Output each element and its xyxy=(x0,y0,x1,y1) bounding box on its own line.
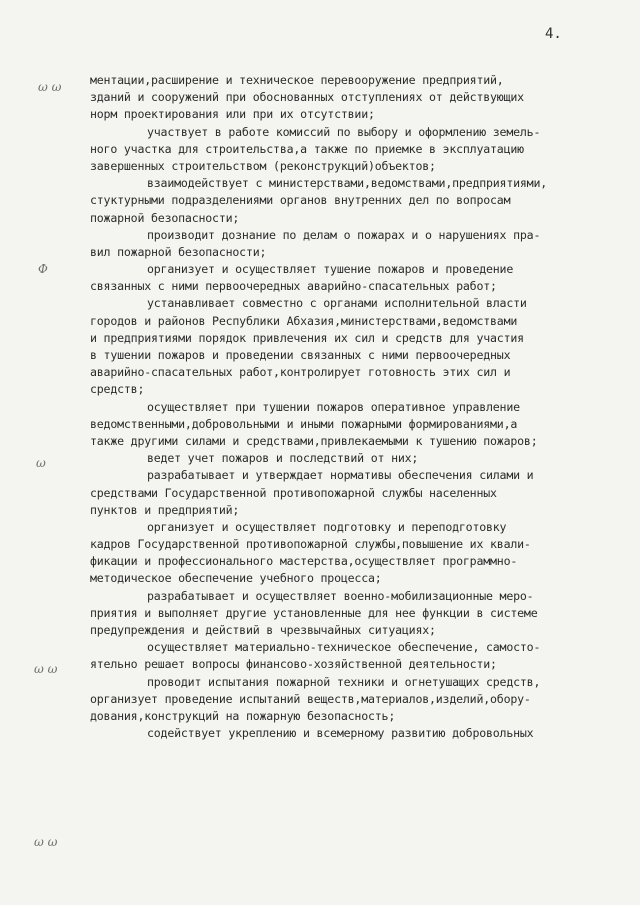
text-line: производит дознание по делам о пожарах и о нарушениях пра- xyxy=(147,227,541,242)
text-line: связанных с ними первоочередных аварийно-спасательных работ; xyxy=(90,279,497,294)
text-line: ведомственными,добровольными и иными пожарными формированиями,а xyxy=(90,416,518,431)
text-line: участвует в работе комиссий по выбору и оформлению земель- xyxy=(147,124,541,139)
text-line: приятия и выполняет другие установленные для нее функции в системе xyxy=(90,605,538,620)
text-line: разрабатывает и утверждает нормативы обеспечения силами и xyxy=(147,468,534,483)
text-line: также другими силами и средствами,привлекаемыми к тушению пожаров; xyxy=(90,433,538,448)
text-line: городов и районов Республики Абхазия,министерствами,ведомствами xyxy=(90,313,518,328)
text-line: предупреждения и действий в чрезвычайных ситуациях; xyxy=(90,623,436,637)
page-number: 4. xyxy=(545,26,562,42)
text-line: осуществляет материально-техническое обеспечение, самосто- xyxy=(147,640,541,655)
text-line: организует и осуществляет тушение пожаров и проведение xyxy=(147,262,514,277)
text-line: в тушении пожаров и проведении связанных с ними первоочередных xyxy=(90,348,511,362)
text-line: ведет учет пожаров и последствий от них; xyxy=(147,451,419,466)
text-line: средствами Государственной противопожарной службы населенных xyxy=(90,485,497,500)
text-line: осуществляет при тушении пожаров оперативное управление xyxy=(147,399,520,414)
text-line: фикации и профессионального мастерства,осуществляет программно- xyxy=(90,554,518,569)
text-line: содействует укреплению и всемерному развитию добровольных xyxy=(147,726,534,741)
text-line: пожарной безопасности; xyxy=(90,210,240,225)
text-line: взаимодействует с министерствами,ведомствами,предприятиями, xyxy=(147,176,548,191)
text-line: кадров Государственной противопожарной службы,повышение их квали- xyxy=(90,537,531,552)
text-line: норм проектирования или при их отсутствии; xyxy=(90,107,375,122)
text-line: дования,конструкций на пожарную безопасность; xyxy=(90,708,396,723)
document-body-text xyxy=(90,72,610,742)
text-line: ятельно решает вопросы финансово-хозяйственной деятельности; xyxy=(90,657,497,672)
margin-mark: ω ω xyxy=(34,662,58,676)
text-line: завершенных строительством (реконструкций)объектов; xyxy=(90,158,436,173)
text-line: и предприятиями порядок привлечения их сил и средств для участия xyxy=(90,330,524,345)
text-line: ного участка для строительства,а также по приемке в эксплуатацию xyxy=(90,141,524,156)
margin-mark: ω ω xyxy=(34,835,58,849)
text-line: организует проведение испытаний веществ,материалов,изделий,обору- xyxy=(90,691,531,706)
margin-mark: Φ xyxy=(38,262,48,276)
text-line: пунктов и предприятий; xyxy=(90,502,240,517)
text-line: аварийно-спасательных работ,контролирует готовность этих сил и xyxy=(90,365,511,380)
margin-mark: ω xyxy=(36,456,46,470)
text-line: зданий и сооружений при обоснованных отступлениях от действующих xyxy=(90,90,524,105)
text-line: организует и осуществляет подготовку и переподготовку xyxy=(147,519,507,534)
margin-mark: ω ω xyxy=(38,80,62,94)
text-line: ментации,расширение и техническое перевооружение предприятий, xyxy=(90,73,504,87)
text-line: вил пожарной безопасности; xyxy=(90,244,267,259)
text-line: проводит испытания пожарной техники и огнетушащих средств, xyxy=(147,674,541,689)
text-line: разрабатывает и осуществляет военно-мобилизационные меро- xyxy=(147,588,534,603)
text-line: методическое обеспечение учебного процесса; xyxy=(90,571,382,586)
text-line: стуктурными подразделениями органов внутренних дел по вопросам xyxy=(90,193,511,208)
text-line: устанавливает совместно с органами исполнительной власти xyxy=(147,296,527,311)
text-line: средств; xyxy=(90,382,145,397)
